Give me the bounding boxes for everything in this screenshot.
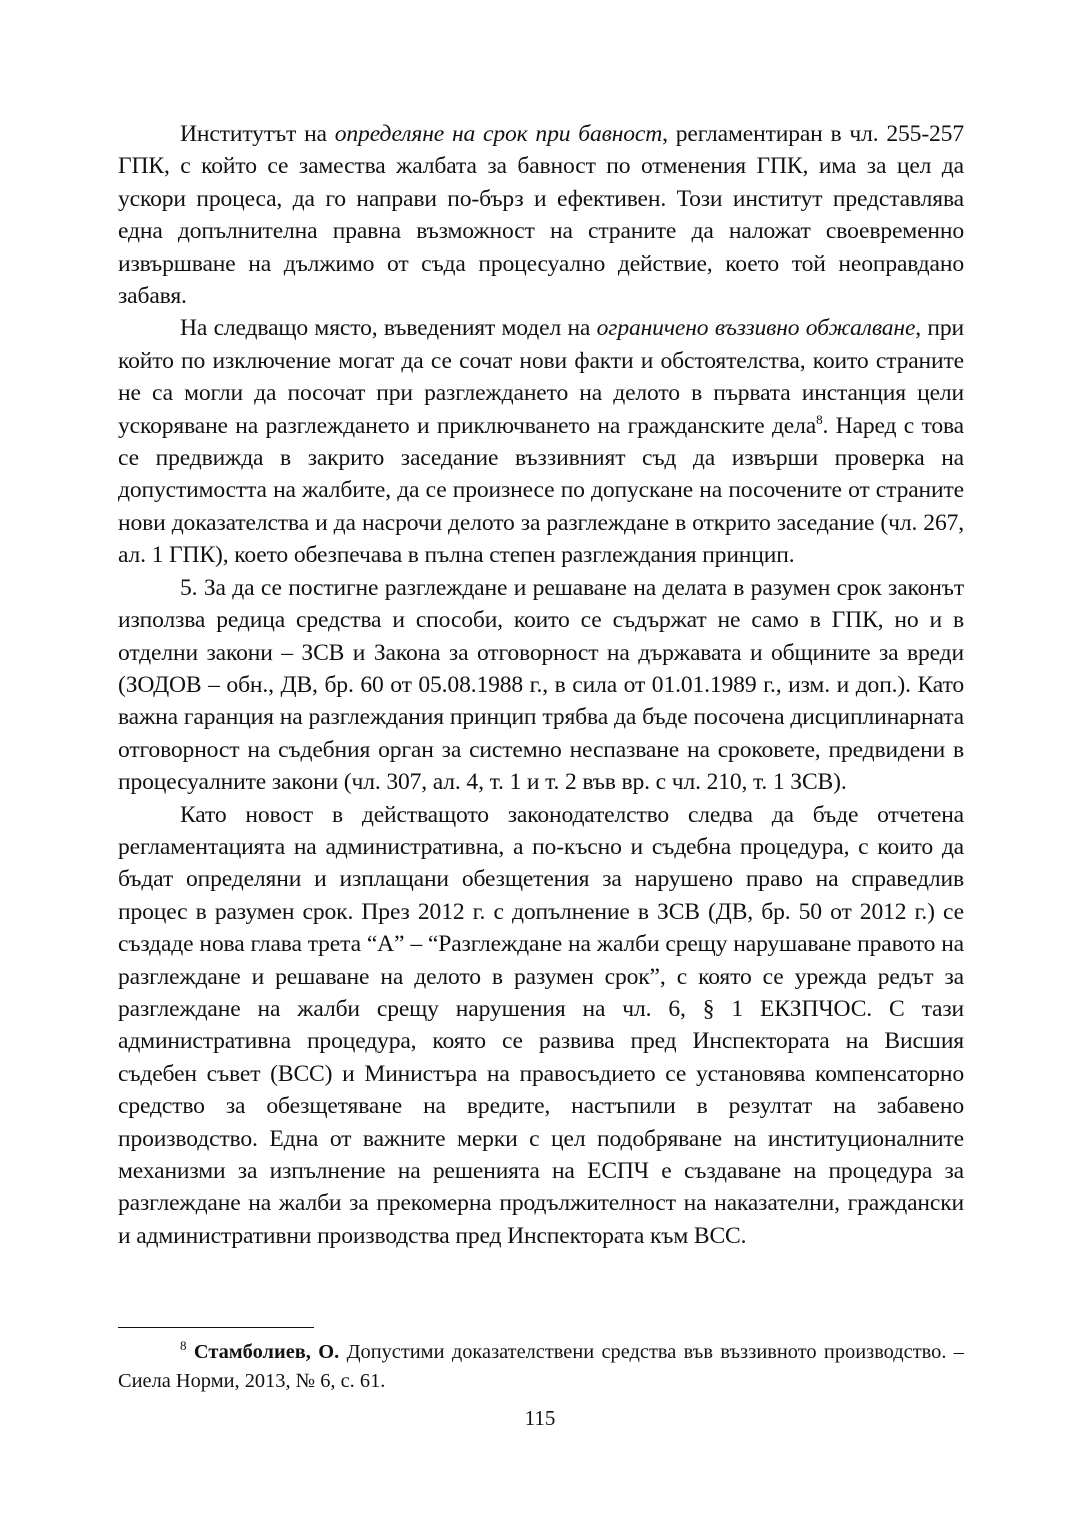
footnote-separator [118, 1327, 314, 1328]
main-text [118, 118, 964, 1252]
footnote-author: Стамболиев, О. [193, 1341, 340, 1363]
footnote-text: Допустими доказателствени средства във въззивното производство. – Сиела Норми, 2013, № 6, с. 61. [118, 1341, 964, 1392]
paragraph-2 [118, 312, 964, 571]
paragraph-2-italic-term: ограничено въззивно обжалване [596, 315, 916, 342]
paragraph-1-italic-term: определяне на срок при бавност [334, 121, 663, 147]
paragraph-1-text-start: Институтът на [180, 121, 335, 147]
footnote-number: 8 [180, 1338, 187, 1354]
paragraph-2-text-start: На следващо място, въведеният модел на [180, 315, 597, 342]
paragraph-1 [118, 118, 964, 312]
paragraph-2-text-middle: , при който по изключение могат да се сочат нови факти и обстоятелства, които страните не са могли да посочат при разглеждането на делото в първата инстанция цели ускоряване на разглеждането и приключването на гражданските дела [118, 315, 964, 439]
paragraph-3: 5. За да се постигне разглеждане и решаване на делата в разумен срок законът използва редица средства и способи, които се съдържат не само в ГПК, но и в отделни закони – ЗСВ и Закона за отговорност на държавата и общините за вреди (ЗОДОВ – обн., ДВ, бр. 60 от 05.08.1988 г., в сила от 01.01.1989 г., изм. и доп.). Като важна гаранция на разглеждания принцип трябва да бъде посочена дисциплинарната отговорност на съдебния орган за системно неспазване на сроковете, предвидени в процесуалните закони (чл. 307, ал. 4, т. 1 и т. 2 във вр. с чл. 210, т. 1 ЗСВ). [118, 574, 964, 796]
footnote-reference[interactable]: 8 [816, 411, 823, 427]
paragraph-2-text-end: . Наред с това се предвижда в закрито заседание въззивният съд да извърши проверка на допустимостта на жалбите, да се произнесе по допускане на посочените от страните нови доказателства и да насрочи делото за разглеждане в открито заседание (чл. 267, ал. 1 ГПК), което обезпечава в пълна степен разглеждания принцип. [118, 412, 964, 569]
paragraph-1-text-end: , регламентиран в чл. 255-257 ГПК, с който се замества жалбата за бавност по отменения ГПК, има за цел да ускори процеса, да го направи по-бърз и ефективен. Този институт представлява една допълнителна правна възможност на страните да наложат своевременно извършване на дължимо от съда процесуално действие, което той неоправдано забавя. [118, 121, 964, 310]
paragraph-4: Като новост в действащото законодателство следва да бъде отчетена регламентацията на административна, а по-късно и съдебна процедура, с които да бъдат определяни и изплащани обезщетения за нарушено право на справедлив процес в разумен срок. През 2012 г. с допълнение в ЗСВ (ДВ, бр. 50 от 2012 г.) се създаде нова глава трета “А” – “Разглеждане на жалби срещу нарушаване правото на разглеждане и решаване на делото в разумен срок”, с която се урежда редът за разглеждане на жалби срещу нарушения на чл. 6, § 1 ЕКЗПЧОС. С тази административна процедура, която се развива пред Инспектората на Висшия съдебен съвет (ВСС) и Министъра на правосъдието се установява компенсаторно средство за обезщетяване на вредите, настъпили в резултат на забавено производство. Една от важните мерки с цел подобряване на институционалните механизми за изпълнение на решенията на ЕСПЧ е създаване на процедура за разглеждане на жалби за прекомерна продължителност на наказателни, граждански и административни производства пред Инспектората към ВСС. [118, 801, 964, 1249]
footnote [118, 1338, 964, 1395]
page-number: 115 [524, 1406, 556, 1430]
